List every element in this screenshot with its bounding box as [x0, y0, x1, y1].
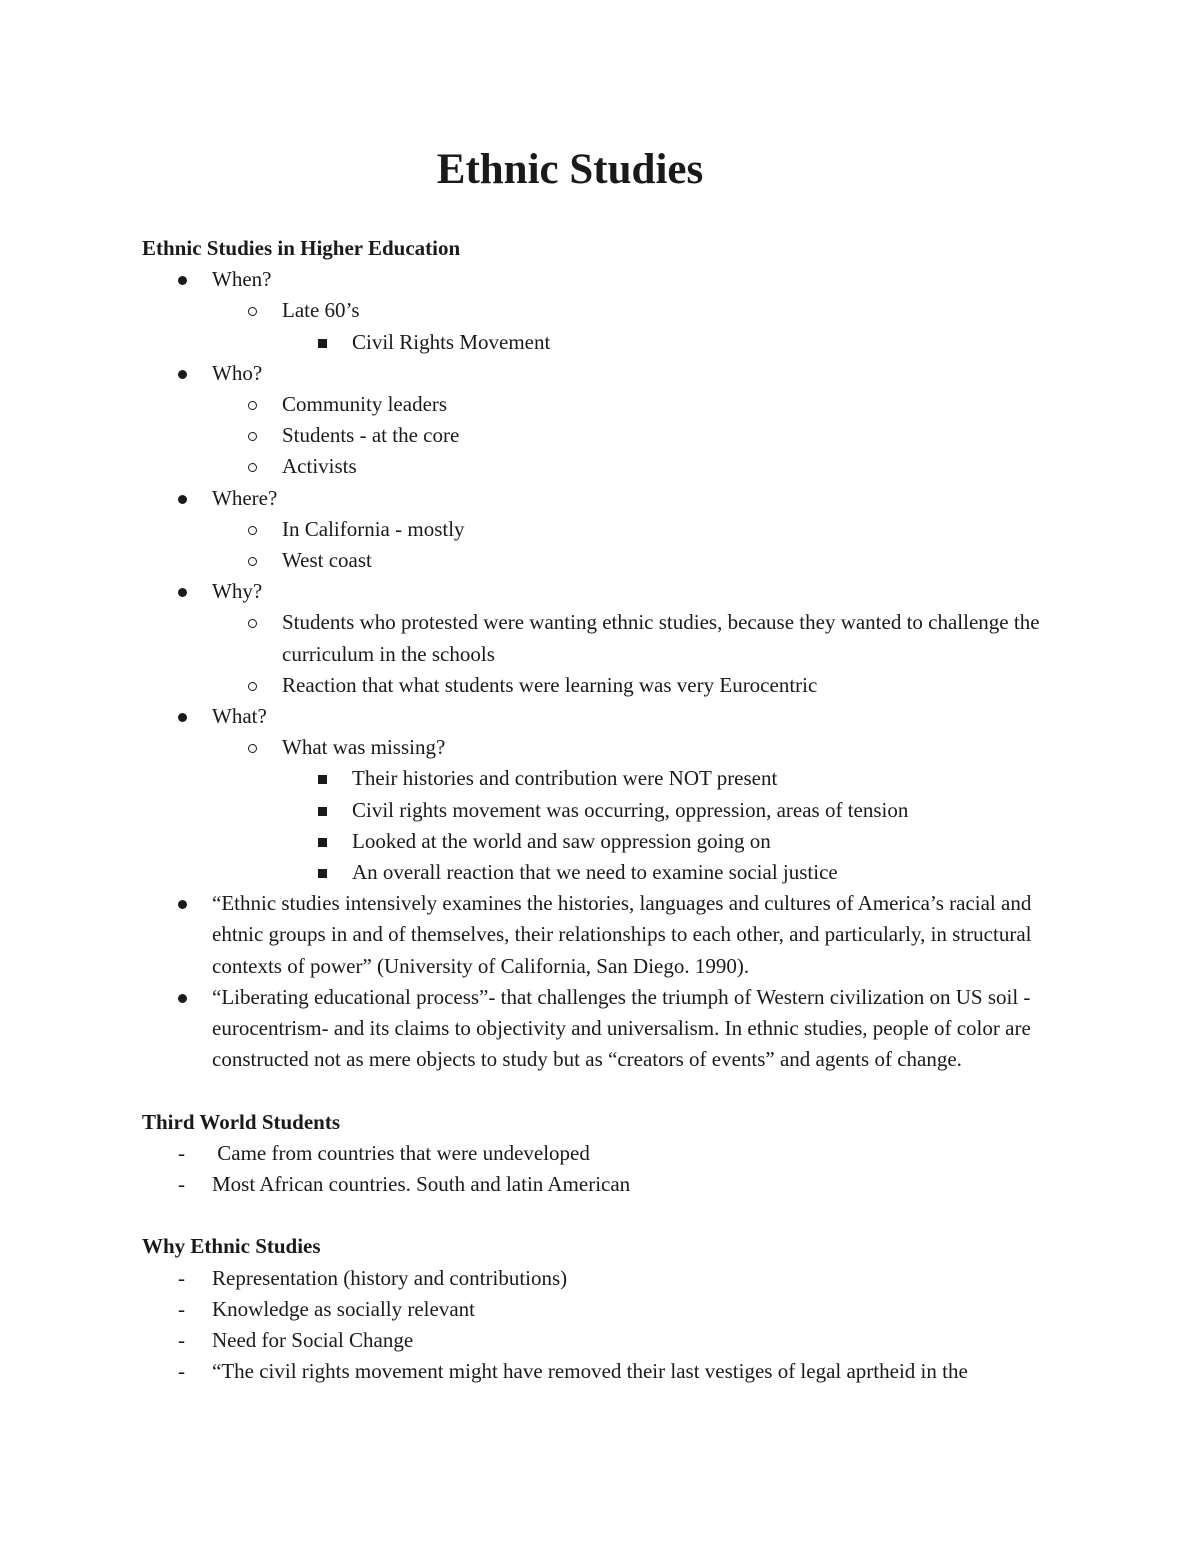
- list-item-why: [142, 576, 1072, 701]
- list-item: [142, 1294, 1072, 1325]
- sub-sub-item: [282, 327, 1072, 358]
- list-item-label: When?: [212, 267, 272, 292]
- hollow-bullet-icon: [248, 295, 268, 326]
- higher-education-list: [142, 264, 1072, 1075]
- list-item: [142, 1325, 1072, 1356]
- list-item-where: [142, 483, 1072, 577]
- bullet-icon: [178, 358, 198, 389]
- dash-bullet-icon: [178, 1169, 198, 1200]
- sub-sub-item-label: An overall reaction that we need to examine social justice: [352, 860, 838, 885]
- sub-item: [212, 451, 1072, 482]
- sub-item-label: Late 60’s: [282, 298, 360, 323]
- bullet-icon: [178, 576, 198, 607]
- square-bullet-icon: [318, 826, 338, 857]
- sub-item-label: Students - at the core: [282, 423, 460, 448]
- section-heading-third-world-students: Third World Students: [142, 1109, 341, 1134]
- list-item-label: Most African countries. South and latin American: [212, 1172, 631, 1197]
- sub-sub-item-label: Civil Rights Movement: [352, 329, 551, 354]
- sub-item: [212, 389, 1072, 420]
- list-item-label: Came from countries that were undeveloped: [212, 1140, 590, 1165]
- hollow-bullet-icon: [248, 514, 268, 545]
- sub-item: [212, 295, 1072, 357]
- sub-item: [212, 670, 1072, 701]
- hollow-bullet-icon: [248, 545, 268, 576]
- sub-item-label: Students who protested were wanting ethnic studies, because they wanted to challenge the curriculum in the schools: [282, 610, 1040, 666]
- dash-bullet-icon: [178, 1294, 198, 1325]
- sub-item-label: Reaction that what students were learning was very Eurocentric: [282, 672, 818, 697]
- third-world-students-list: [142, 1138, 1072, 1200]
- list-item-label: “The civil rights movement might have removed their last vestiges of legal aprtheid in the: [212, 1359, 968, 1384]
- dash-bullet-icon: [178, 1138, 198, 1169]
- sub-sub-item: [282, 857, 1072, 888]
- sub-list: [142, 389, 1072, 483]
- sub-sub-item: [282, 826, 1072, 857]
- page-title: Ethnic Studies: [436, 146, 704, 193]
- dash-bullet-icon: [178, 1263, 198, 1294]
- list-item-label: Representation (history and contributions): [212, 1265, 568, 1290]
- sub-sub-item: [282, 795, 1072, 826]
- list-item: [142, 1169, 1072, 1200]
- list-item: [142, 1356, 1072, 1387]
- hollow-bullet-icon: [248, 607, 268, 638]
- hollow-bullet-icon: [248, 420, 268, 451]
- square-bullet-icon: [318, 763, 338, 794]
- dash-bullet-icon: [178, 1325, 198, 1356]
- list-item-label: Why?: [212, 579, 263, 604]
- sub-sub-item: [282, 763, 1072, 794]
- list-item-label: Who?: [212, 360, 263, 385]
- spacer: [142, 1200, 1072, 1231]
- list-item-label: Where?: [212, 485, 278, 510]
- sub-sub-item-label: Looked at the world and saw oppression going on: [352, 828, 771, 853]
- list-item-who: [142, 358, 1072, 483]
- list-item-label: Need for Social Change: [212, 1328, 414, 1353]
- list-item-label: Knowledge as socially relevant: [212, 1296, 475, 1321]
- hollow-bullet-icon: [248, 670, 268, 701]
- why-ethnic-studies-list: [142, 1263, 1072, 1388]
- sub-item: [212, 732, 1072, 888]
- square-bullet-icon: [318, 327, 338, 358]
- list-item-quote-definition: [142, 888, 1072, 982]
- list-item-what: [142, 701, 1072, 888]
- bullet-icon: [178, 483, 198, 514]
- sub-item-label: Community leaders: [282, 392, 448, 417]
- bullet-icon: [178, 982, 198, 1013]
- sub-item-label: West coast: [282, 548, 372, 573]
- sub-item-label: Activists: [282, 454, 357, 479]
- square-bullet-icon: [318, 857, 338, 888]
- sub-sub-item-label: Their histories and contribution were NOT present: [352, 766, 778, 791]
- sub-item: [212, 420, 1072, 451]
- sub-item: [212, 514, 1072, 545]
- sub-list: [142, 732, 1072, 888]
- sub-item: [212, 607, 1072, 669]
- sub-sub-list: [282, 327, 1072, 358]
- hollow-bullet-icon: [248, 389, 268, 420]
- sub-list: [142, 295, 1072, 357]
- list-item: [142, 1138, 1072, 1169]
- sub-item-label: What was missing?: [282, 735, 446, 760]
- sub-sub-item-label: Civil rights movement was occurring, oppression, areas of tension: [352, 797, 909, 822]
- hollow-bullet-icon: [248, 451, 268, 482]
- document-body: [142, 233, 1072, 1387]
- list-item-label: “Ethnic studies intensively examines the histories, languages and cultures of America’s racial and ehtnic groups in and of themselves, their relationships to each other, and particularly, in structural contexts of power” (University of California, San Diego. 1990).: [212, 891, 1032, 978]
- bullet-icon: [178, 888, 198, 919]
- sub-item-label: In California - mostly: [282, 516, 465, 541]
- sub-list: [142, 607, 1072, 701]
- bullet-icon: [178, 701, 198, 732]
- list-item: [142, 1263, 1072, 1294]
- sub-sub-list: [282, 763, 1072, 888]
- sub-item: [212, 545, 1072, 576]
- hollow-bullet-icon: [248, 732, 268, 763]
- spacer: [142, 1075, 1072, 1106]
- list-item-label: “Liberating educational process”- that challenges the triumph of Western civilization on US soil -eurocentrism- and its claims to objectivity and universalism. In ethnic studies, people of color are constructed not as mere objects to study but as “creators of events” and agents of change.: [212, 984, 1031, 1072]
- square-bullet-icon: [318, 795, 338, 826]
- list-item-liberating-process: [142, 982, 1072, 1076]
- dash-bullet-icon: [178, 1356, 198, 1387]
- section-heading-why-ethnic-studies: Why Ethnic Studies: [142, 1234, 321, 1259]
- list-item-when: [142, 264, 1072, 358]
- sub-list: [142, 514, 1072, 576]
- section-heading-higher-education: Ethnic Studies in Higher Education: [142, 236, 461, 260]
- bullet-icon: [178, 264, 198, 295]
- list-item-label: What?: [212, 704, 267, 729]
